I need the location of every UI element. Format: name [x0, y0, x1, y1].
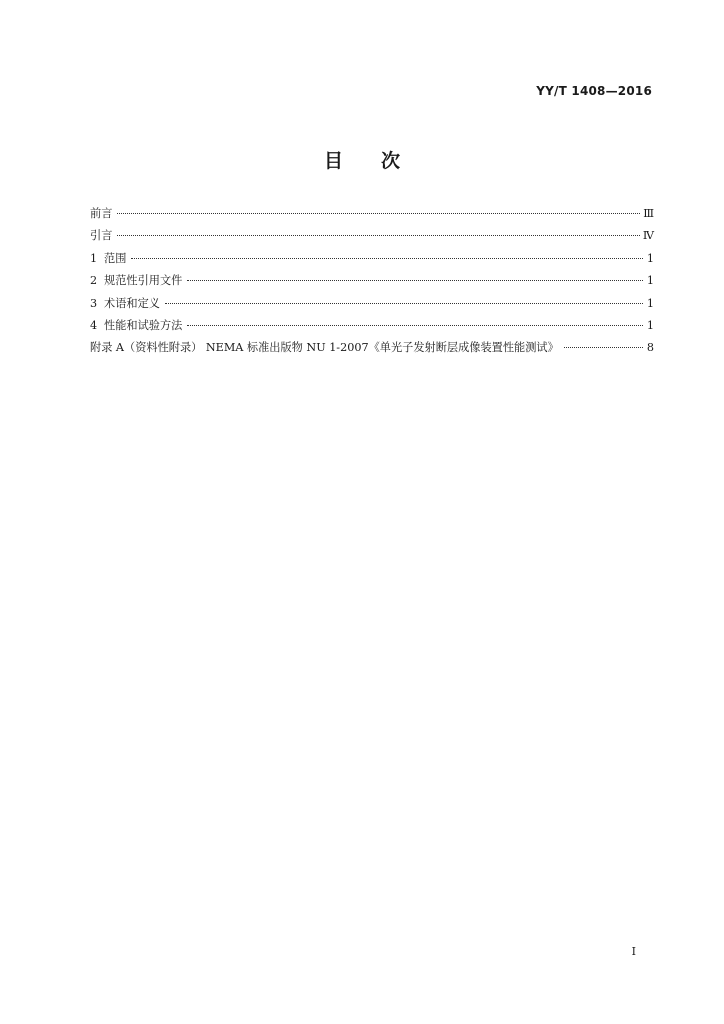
toc-entry-label: 引言	[90, 229, 113, 243]
toc-entry-number: 4	[90, 318, 98, 332]
standard-code: YY/T 1408—2016	[536, 84, 652, 98]
toc-entry-page: 1	[646, 296, 654, 310]
toc-entry-label: 附录 A（资料性附录） NEMA 标准出版物 NU 1-2007《单光子发射断层成像装置性能测试》	[90, 341, 559, 355]
toc-entry-label: 范围	[104, 251, 127, 265]
toc-entry-normative-references[interactable]	[90, 272, 654, 294]
toc-entry-introduction[interactable]	[90, 227, 654, 249]
page-title: 目次	[323, 150, 438, 172]
toc-entry-page: 1	[646, 318, 654, 332]
toc-entry-page: 1	[646, 274, 654, 288]
toc-entry-scope[interactable]	[90, 250, 654, 272]
toc-entry-label: 规范性引用文件	[104, 274, 183, 288]
dot-leader	[187, 280, 643, 281]
toc-entry-page: Ⅲ	[643, 207, 654, 220]
toc-entry-performance-test-methods[interactable]	[90, 317, 654, 339]
toc-entry-foreword[interactable]	[90, 205, 654, 227]
toc-entry-terms-definitions[interactable]	[90, 295, 654, 317]
toc-entry-annex-a[interactable]	[90, 339, 654, 361]
dot-leader	[564, 347, 643, 348]
toc-entry-page: 8	[646, 341, 654, 355]
toc-entry-number: 1	[90, 251, 98, 265]
page-number: I	[631, 945, 636, 958]
toc-entry-page: 1	[646, 251, 654, 265]
dot-leader	[117, 213, 640, 214]
toc-entry-page: Ⅳ	[642, 229, 654, 243]
toc-entry-label: 术语和定义	[104, 296, 160, 310]
dot-leader	[117, 235, 639, 236]
toc-entry-number: 3	[90, 296, 98, 310]
toc-entry-label: 性能和试验方法	[104, 318, 183, 332]
toc-entry-label: 前言	[90, 207, 113, 220]
dot-leader	[187, 325, 643, 326]
table-of-contents	[90, 205, 654, 362]
dot-leader	[165, 303, 643, 304]
dot-leader	[131, 258, 643, 259]
toc-entry-number: 2	[90, 274, 98, 288]
